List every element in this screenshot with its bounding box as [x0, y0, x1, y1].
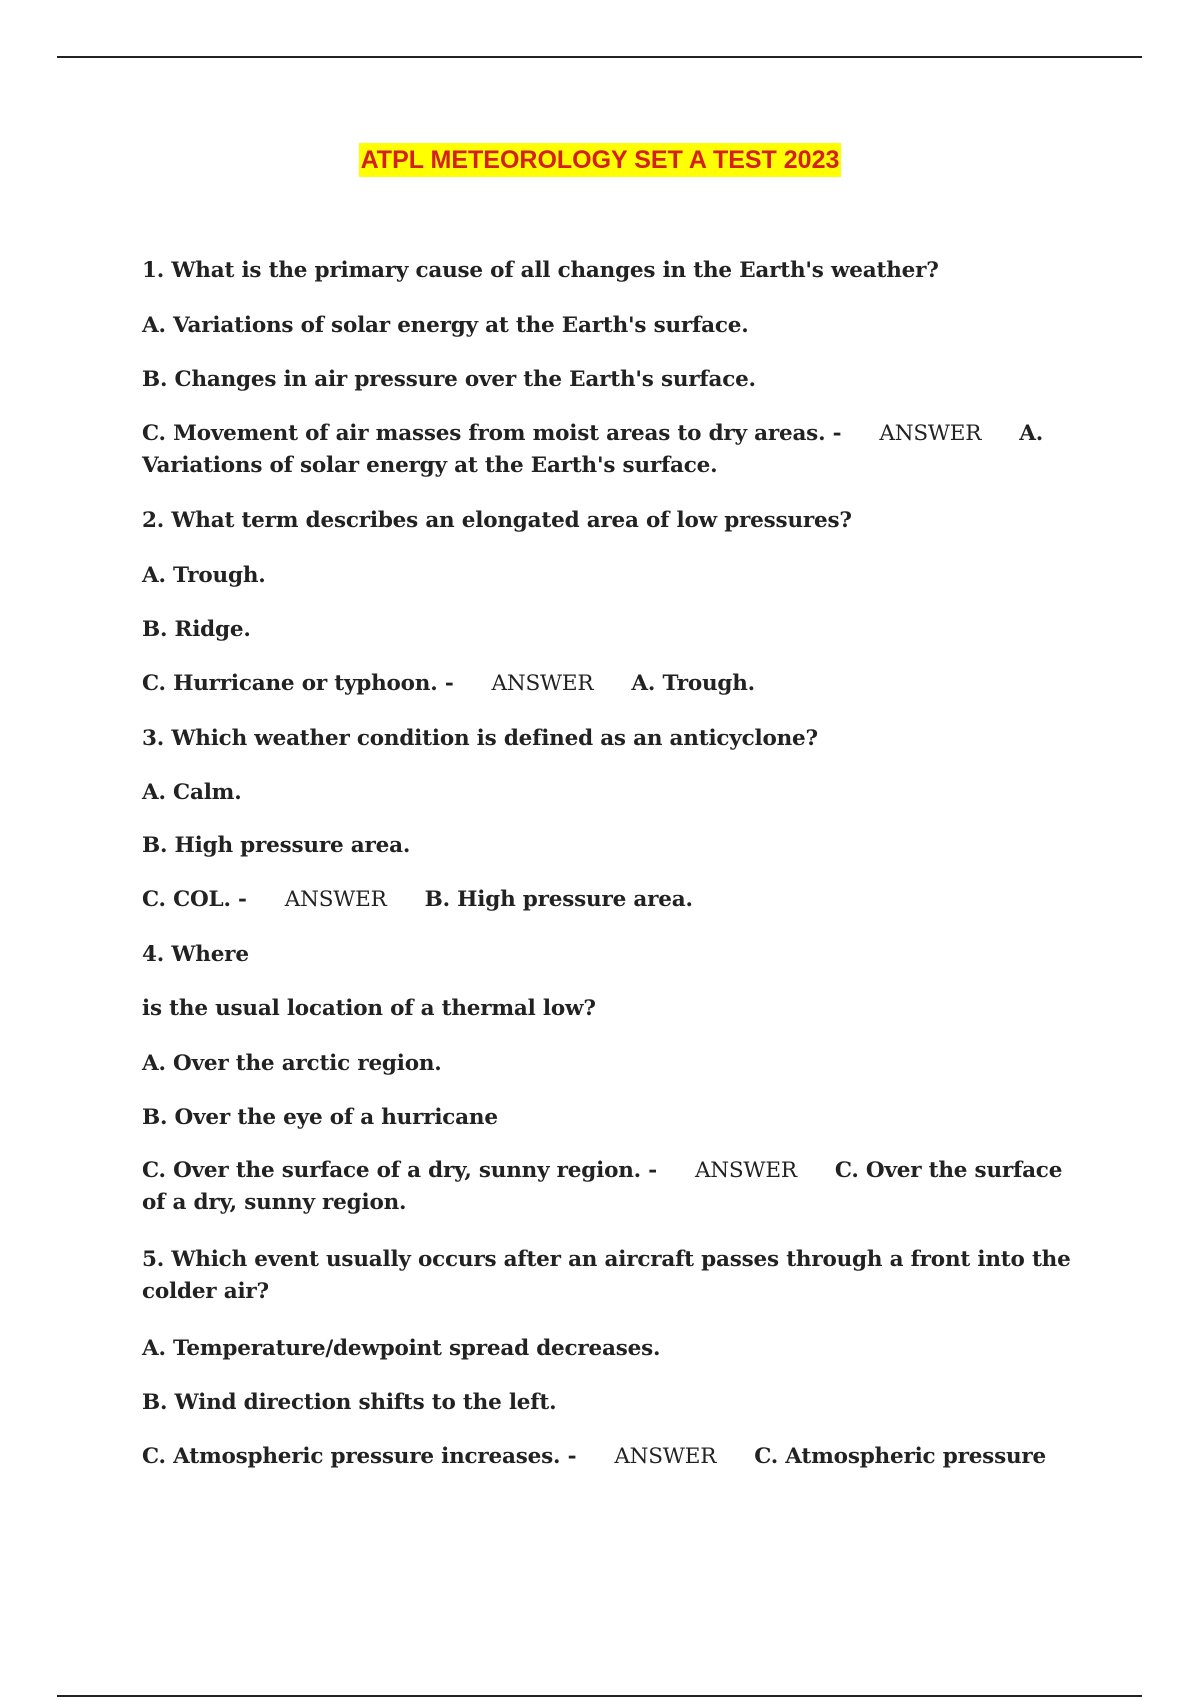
- q3-option-b: B. High pressure area.: [142, 833, 411, 858]
- q3-option-c-with-answer: [142, 884, 693, 916]
- q2-answer: A. Trough.: [631, 671, 755, 696]
- title-container: [0, 143, 1200, 177]
- document-title: ATPL METEOROLOGY SET A TEST 2023: [359, 143, 842, 177]
- question-1: 1. What is the primary cause of all changes in the Earth's weather?: [142, 258, 939, 283]
- q1-option-a: A. Variations of solar energy at the Earth's surface.: [142, 313, 749, 338]
- question-2: 2. What term describes an elongated area of low pressures?: [142, 508, 852, 533]
- q4-answer: C. Over the surface of a dry, sunny region.: [142, 1158, 1063, 1215]
- q1-option-c-with-answer: [142, 418, 1092, 482]
- question-5: 5. Which event usually occurs after an aircraft passes through a front into the colder air?: [142, 1247, 1071, 1304]
- q3-answer: B. High pressure area.: [424, 887, 693, 912]
- q1-option-b: B. Changes in air pressure over the Earth's surface.: [142, 367, 756, 392]
- question-4-continued: is the usual location of a thermal low?: [142, 996, 596, 1021]
- q4-option-b: B. Over the eye of a hurricane: [142, 1105, 498, 1130]
- q4-option-c: C. Over the surface of a dry, sunny region. -: [142, 1158, 657, 1183]
- q5-option-c: C. Atmospheric pressure increases. -: [142, 1444, 577, 1469]
- q5-option-c-with-answer: [142, 1441, 1046, 1473]
- q5-answer: C. Atmospheric pressure: [754, 1444, 1047, 1469]
- q2-option-c: C. Hurricane or typhoon. -: [142, 671, 454, 696]
- bottom-rule: [57, 1695, 1142, 1697]
- q4-option-c-with-answer: [142, 1155, 1092, 1219]
- q2-option-b: B. Ridge.: [142, 617, 251, 642]
- top-rule: [57, 56, 1142, 58]
- question-3: 3. Which weather condition is defined as an anticyclone?: [142, 726, 818, 751]
- q2-option-a: A. Trough.: [142, 563, 266, 588]
- q5-option-a: A. Temperature/dewpoint spread decreases.: [142, 1336, 661, 1361]
- q5-answer-label: ANSWER: [614, 1444, 717, 1469]
- q2-option-c-with-answer: [142, 668, 755, 700]
- q3-option-c: C. COL. -: [142, 887, 247, 912]
- q3-answer-label: ANSWER: [284, 887, 387, 912]
- q3-option-a: A. Calm.: [142, 780, 242, 805]
- q5-option-b: B. Wind direction shifts to the left.: [142, 1390, 557, 1415]
- question-4: 4. Where: [142, 942, 249, 967]
- q1-option-c: C. Movement of air masses from moist areas to dry areas. -: [142, 421, 842, 446]
- q2-answer-label: ANSWER: [491, 671, 594, 696]
- q1-answer-label: ANSWER: [879, 421, 982, 446]
- q1-answer: A. Variations of solar energy at the Earth's surface.: [142, 421, 1044, 478]
- q4-option-a: A. Over the arctic region.: [142, 1051, 442, 1076]
- q4-answer-label: ANSWER: [694, 1158, 797, 1183]
